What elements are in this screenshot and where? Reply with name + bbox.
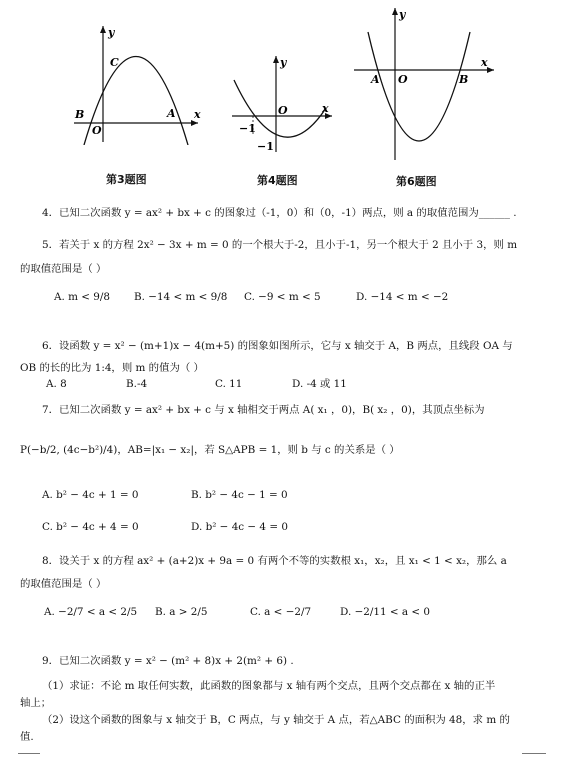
y-axis-arrow: [392, 8, 398, 15]
label-C: C: [110, 56, 119, 69]
label-y: y: [399, 8, 406, 21]
question-8-option-d: D. −2/11 < a < 0: [340, 606, 431, 618]
question-7-line-2: P(−b/2, (4c−b²)/4)，AB=|x₁ − x₂|，若 S△APB = 1，则 b 与 c 的关系是（ ）: [20, 444, 400, 456]
parabola: [368, 32, 470, 141]
label-O: O: [278, 104, 288, 117]
label-y: y: [280, 56, 287, 69]
figure-6-graph: [352, 4, 500, 164]
question-9-part-2-line-2: 值.: [20, 731, 34, 743]
label-neg1-y: −1: [257, 140, 274, 153]
figure-3-caption: 第3题图: [106, 173, 147, 186]
question-6-option-d: D. -4 或 11: [292, 378, 347, 390]
question-6-option-a: A. 8: [46, 378, 67, 390]
label-A: A: [371, 73, 380, 86]
question-9-stem: 9．已知二次函数 y = x² − (m² + 8)x + 2(m² + 6) .: [42, 655, 294, 667]
question-7-option-c: C. b² − 4c + 4 = 0: [42, 521, 139, 533]
question-7-option-b: B. b² − 4c − 1 = 0: [191, 489, 288, 501]
footer-rule-right: [522, 753, 546, 754]
question-9-part-1-line-2: 轴上；: [20, 697, 52, 709]
label-B: B: [459, 73, 469, 86]
label-y: y: [108, 26, 115, 39]
question-5-option-a: A. m < 9/8: [54, 291, 110, 303]
label-x: x: [481, 56, 488, 69]
question-9-part-2-line-1: （2）设这个函数的图象与 x 轴交于 B，C 两点，与 y 轴交于 A 点，若△ABC 的面积为 48，求 m 的: [42, 714, 510, 726]
question-6-line-1: 6．设函数 y = x² − (m+1)x − 4(m+5) 的图象如图所示，它与 x 轴交于 A，B 两点，且线段 OA 与: [42, 340, 513, 352]
label-B: B: [75, 108, 85, 121]
label-O: O: [398, 73, 408, 86]
question-5-option-d: D. −14 < m < −2: [356, 291, 449, 303]
question-5-line-2: 的取值范围是（ ）: [20, 263, 107, 275]
question-9-part-1-line-1: （1）求证：不论 m 取任何实数，此函数的图象都与 x 轴有两个交点，且两个交点都在 x 轴的正半: [42, 680, 496, 692]
question-8-line-2: 的取值范围是（ ）: [20, 578, 107, 590]
question-6-line-2: OB 的长的比为 1:4，则 m 的值为（ ）: [20, 362, 204, 374]
question-7-option-a: A. b² − 4c + 1 = 0: [42, 489, 139, 501]
label-A: A: [167, 107, 176, 120]
label-x: x: [194, 108, 201, 121]
question-5-line-1: 5．若关于 x 的方程 2x² − 3x + m = 0 的一个根大于-2，且小于-1，另一个根大于 2 且小于 3，则 m: [42, 239, 518, 251]
figure-4-caption: 第4题图: [257, 174, 298, 187]
footer-rule-left: [18, 753, 40, 754]
figure-6-caption: 第6题图: [396, 175, 437, 188]
question-6-option-c: C. 11: [215, 378, 243, 390]
label-neg1-x: −1: [239, 122, 256, 135]
question-7-line-1: 7．已知二次函数 y = ax² + bx + c 与 x 轴相交于两点 A( x₁ ，0)，B( x₂ ，0)，其顶点坐标为: [42, 404, 485, 416]
question-5-option-c: C. −9 < m < 5: [244, 291, 321, 303]
y-axis-arrow: [273, 56, 279, 63]
label-x: x: [322, 102, 329, 115]
label-O: O: [92, 124, 102, 137]
question-6-option-b: B.-4: [126, 378, 148, 390]
y-axis-arrow: [100, 26, 106, 33]
question-8-option-c: C. a < −2/7: [250, 606, 312, 618]
question-8-option-b: B. a > 2/5: [155, 606, 208, 618]
x-axis-arrow: [487, 67, 494, 73]
question-8-option-a: A. −2/7 < a < 2/5: [44, 606, 138, 618]
figure-4-graph: [228, 52, 338, 157]
question-8-line-1: 8．设关于 x 的方程 ax² + (a+2)x + 9a = 0 有两个不等的实数根 x₁，x₂，且 x₁ < 1 < x₂，那么 a: [42, 555, 507, 567]
figure-3-graph: [60, 20, 210, 145]
question-5-option-b: B. −14 < m < 9/8: [134, 291, 228, 303]
question-7-option-d: D. b² − 4c − 4 = 0: [191, 521, 288, 533]
question-4: 4．已知二次函数 y = ax² + bx + c 的图象过（-1，0）和（0，-1）两点，则 a 的取值范围为______ .: [42, 207, 517, 219]
